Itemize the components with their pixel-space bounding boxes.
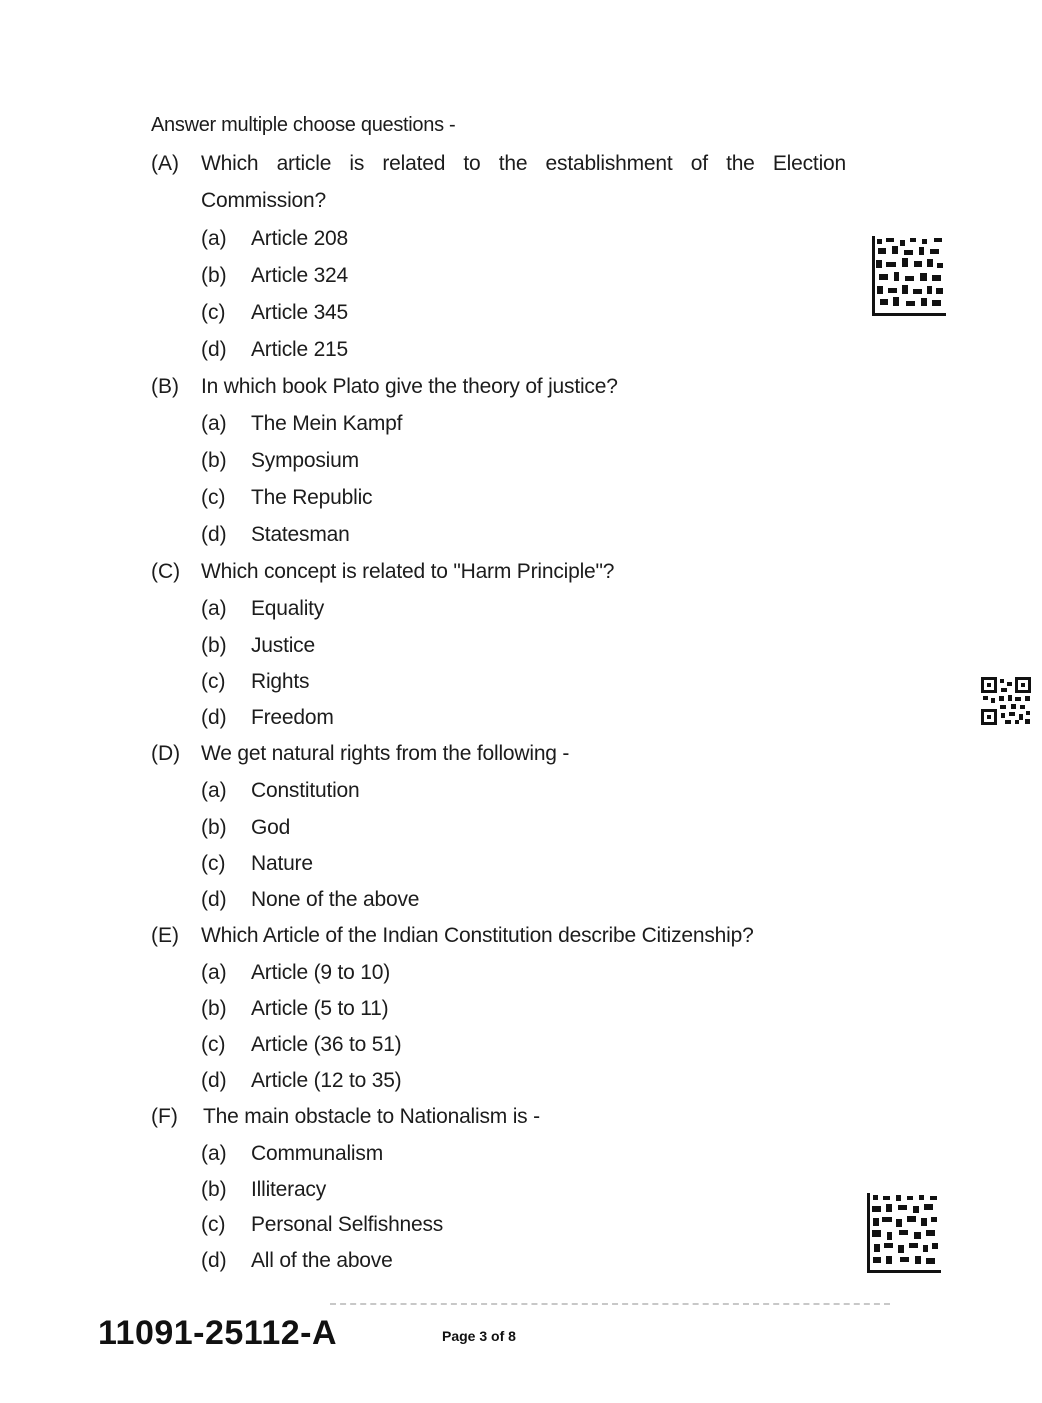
- option-text: Article (9 to 10): [251, 961, 390, 984]
- option-label: (c): [201, 670, 226, 693]
- option-text: Constitution: [251, 779, 360, 802]
- option-label: (a): [201, 227, 227, 250]
- question-text: The main obstacle to Nationalism is -: [203, 1105, 540, 1128]
- question-text: Which article is related to the establishment of the Election Commission?: [201, 152, 846, 212]
- qr-code-svg: [981, 677, 1031, 725]
- option-text: Personal Selfishness: [251, 1213, 444, 1236]
- datamatrix-svg: [867, 1193, 941, 1273]
- question-label: (C): [151, 560, 181, 583]
- option-text: Article 345: [251, 301, 349, 324]
- question-label: (A): [151, 152, 179, 175]
- option-text: Article (12 to 35): [251, 1069, 402, 1092]
- option-label: (b): [201, 634, 227, 657]
- option-label: (c): [201, 852, 226, 875]
- option-text: Article (5 to 11): [251, 997, 389, 1020]
- option-text: Equality: [251, 597, 325, 620]
- option-text: Justice: [251, 634, 315, 657]
- option-label: (d): [201, 1249, 227, 1272]
- option-text: None of the above: [251, 888, 420, 911]
- option-label: (b): [201, 1178, 227, 1201]
- datamatrix-code-top: [872, 236, 946, 316]
- paper-code: 11091-25112-A: [98, 1314, 338, 1352]
- option-label: (c): [201, 1213, 226, 1236]
- question-text: Which Article of the Indian Constitution describe Citizenship?: [201, 924, 754, 947]
- option-label: (d): [201, 523, 227, 546]
- option-label: (b): [201, 449, 227, 472]
- option-text: Article 324: [251, 264, 349, 287]
- option-text: Symposium: [251, 449, 359, 472]
- question-text: We get natural rights from the following -: [201, 742, 570, 765]
- option-text: The Mein Kampf: [251, 412, 403, 435]
- option-text: God: [251, 816, 291, 839]
- option-label: (a): [201, 412, 227, 435]
- question-label: (F): [151, 1105, 178, 1128]
- option-text: Illiteracy: [251, 1178, 327, 1201]
- option-label: (c): [201, 301, 226, 324]
- option-label: (b): [201, 816, 227, 839]
- option-label: (d): [201, 888, 227, 911]
- option-text: Article 215: [251, 338, 349, 361]
- option-text: Statesman: [251, 523, 350, 546]
- option-label: (a): [201, 1142, 227, 1165]
- option-label: (d): [201, 1069, 227, 1092]
- option-label: (c): [201, 486, 226, 509]
- scan-artifact-line: [330, 1303, 890, 1305]
- option-text: All of the above: [251, 1249, 393, 1272]
- instruction-text: Answer multiple choose questions -: [151, 114, 456, 136]
- question-text: In which book Plato give the theory of justice?: [201, 375, 618, 398]
- option-text: Rights: [251, 670, 310, 693]
- option-label: (c): [201, 1033, 226, 1056]
- option-text: The Republic: [251, 486, 373, 509]
- option-label: (d): [201, 706, 227, 729]
- option-text: Communalism: [251, 1142, 383, 1165]
- page-number: Page 3 of 8: [442, 1328, 516, 1344]
- option-label: (d): [201, 338, 227, 361]
- qr-code: [981, 677, 1031, 725]
- option-label: (a): [201, 597, 227, 620]
- option-label: (b): [201, 997, 227, 1020]
- question-label: (D): [151, 742, 181, 765]
- option-text: Nature: [251, 852, 313, 875]
- option-label: (a): [201, 961, 227, 984]
- question-text: Which concept is related to "Harm Principle"?: [201, 560, 615, 583]
- option-text: Article (36 to 51): [251, 1033, 402, 1056]
- question-label: (E): [151, 924, 179, 947]
- option-label: (a): [201, 779, 227, 802]
- question-label: (B): [151, 375, 179, 398]
- option-label: (b): [201, 264, 227, 287]
- option-text: Article 208: [251, 227, 349, 250]
- datamatrix-code-bottom: [867, 1193, 941, 1273]
- datamatrix-svg: [872, 236, 946, 316]
- option-text: Freedom: [251, 706, 334, 729]
